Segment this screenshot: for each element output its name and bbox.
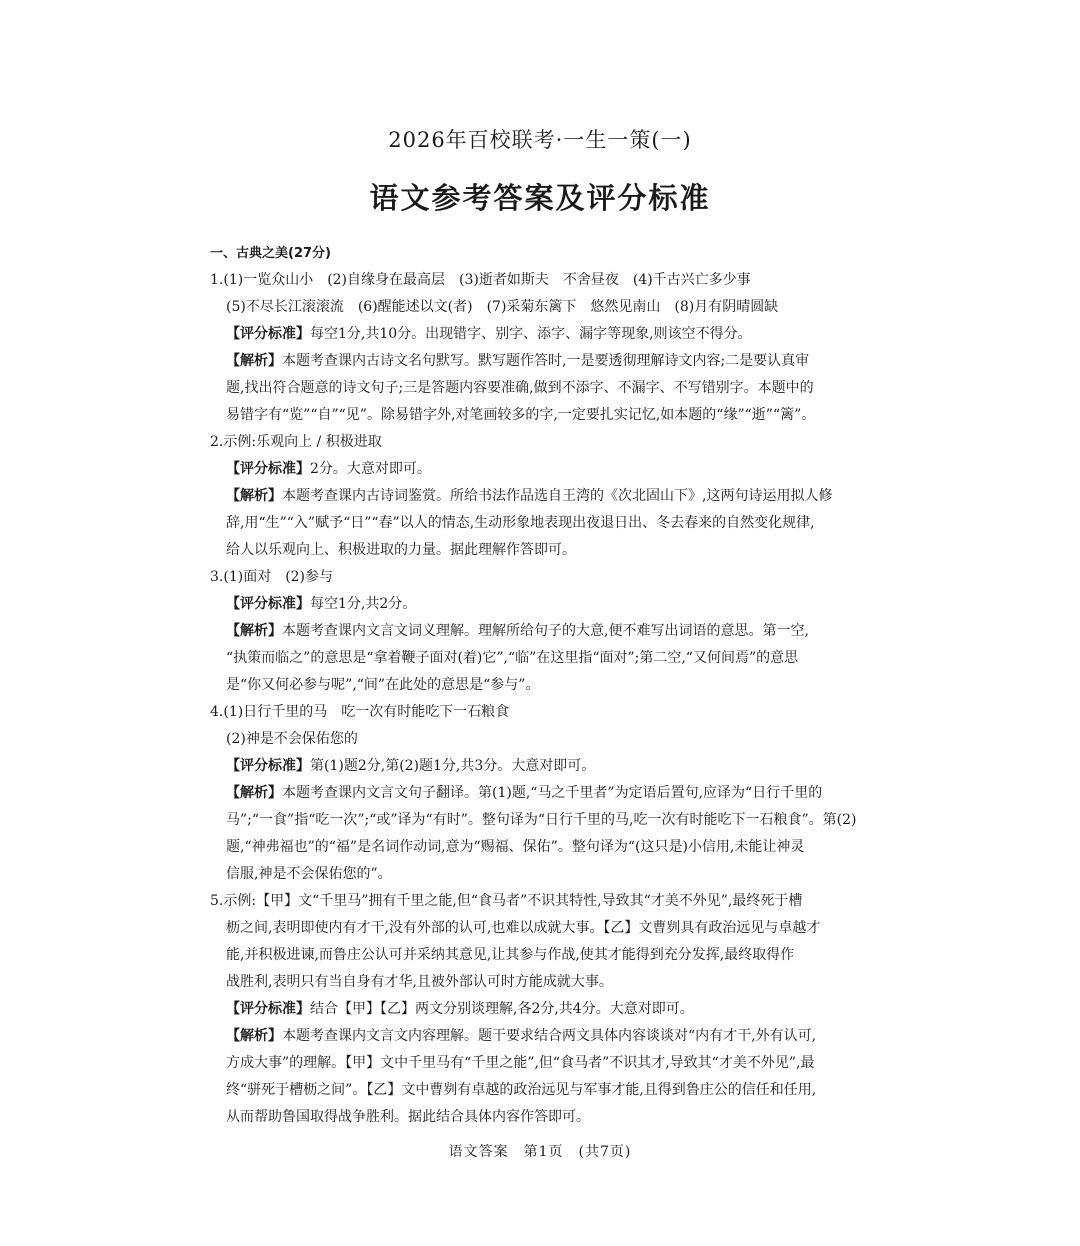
q5-answer-line-2: 枥之间,表明即使内有才干,没有外部的认可,也难以成就大事。【乙】文曹刿具有政治远见与卓越才 — [226, 920, 821, 936]
q1-criteria — [210, 321, 870, 348]
q5-answer-line-4: 战胜利,表明只有当自身有才华,且被外部认可时方能成就大事。 — [226, 974, 613, 990]
criteria-tag: 【评分标准】 — [226, 326, 310, 342]
q2-criteria-text: 2分。大意对即可。 — [310, 461, 431, 477]
criteria-tag: 【评分标准】 — [226, 461, 310, 477]
q1-analysis-line-2: 题,找出符合题意的诗文句子;三是答题内容要准确,做到不添字、不漏字、不写错别字。本题中的 — [226, 380, 814, 396]
q5-analysis — [210, 1023, 870, 1050]
q3-analysis-text-1: 本题考查课内文言文词义理解。理解所给句子的大意,便不难写出词语的意思。第一空, — [282, 623, 809, 639]
exam-title: 2026年百校联考·一生一策(一) — [388, 128, 692, 152]
q1-criteria-text: 每空1分,共10分。出现错字、别字、添字、漏字等现象,则该空不得分。 — [310, 326, 752, 342]
criteria-tag: 【评分标准】 — [226, 596, 310, 612]
q2-answer: 2.示例:乐观向上 / 积极进取 — [210, 434, 382, 450]
q2-criteria — [210, 456, 870, 483]
q4-criteria — [210, 753, 870, 780]
analysis-tag: 【解析】 — [226, 353, 282, 369]
q5-answer-line-3: 能,并积极进谏,而鲁庄公认可并采纳其意见,让其参与作战,使其才能得到充分发挥,最终取得作 — [226, 947, 795, 963]
q1-analysis — [210, 348, 870, 375]
q5-analysis-line-4: 从而帮助鲁国取得战争胜利。据此结合具体内容作答即可。 — [226, 1109, 590, 1125]
q4-criteria-text: 第(1)题2分,第(2)题1分,共3分。大意对即可。 — [310, 758, 596, 774]
q5-criteria-text: 结合【甲】【乙】两文分别谈理解,各2分,共4分。大意对即可。 — [310, 1001, 694, 1017]
q2-analysis — [210, 483, 870, 510]
criteria-tag: 【评分标准】 — [226, 758, 310, 774]
q1-answer-line-2: (5)不尽长江滚滚流 (6)醒能述以文(者) (7)采菊东篱下 悠然见南山 (8)月有阴晴圆缺 — [226, 299, 779, 315]
page-footer: 语文答案 第1页 (共7页) — [448, 1144, 632, 1160]
q5-answer-line-1: 5.示例:【甲】文“千里马”拥有千里之能,但“食马者”不识其特性,导致其“才美不外见”,最终死于槽 — [210, 893, 803, 909]
q4-answer-line-1: 4.(1)日行千里的马 吃一次有时能吃下一石粮食 — [210, 704, 510, 720]
q5-analysis-text-1: 本题考查课内文言文内容理解。题干要求结合两文具体内容谈谈对“内有才干,外有认可, — [282, 1028, 817, 1044]
analysis-tag: 【解析】 — [226, 1028, 282, 1044]
q4-analysis-line-4: 信服,神是不会保佑您的”。 — [226, 866, 392, 882]
q4-analysis — [210, 780, 870, 807]
q4-answer-line-2: (2)神是不会保佑您的 — [226, 731, 358, 747]
q5-criteria — [210, 996, 870, 1023]
q3-analysis-line-3: 是“你又何必参与呢”,“间”在此处的意思是“参与”。 — [226, 677, 540, 693]
q2-analysis-text-1: 本题考查课内古诗词鉴赏。所给书法作品选自王湾的《次北固山下》,这两句诗运用拟人修 — [282, 488, 833, 504]
q3-analysis — [210, 618, 870, 645]
q2-analysis-line-3: 给人以乐观向上、积极进取的力量。据此理解作答即可。 — [226, 542, 576, 558]
q1-answer-line-1: 1.(1)一览众山小 (2)自缘身在最高层 (3)逝者如斯夫 不舍昼夜 (4)千古兴亡多少事 — [210, 272, 751, 288]
section-heading: 一、古典之美(27分) — [210, 246, 331, 261]
q1-analysis-text-1: 本题考查课内古诗文名句默写。默写题作答时,一是要透彻理解诗文内容;二是要认真审 — [282, 353, 810, 369]
analysis-tag: 【解析】 — [226, 785, 282, 801]
q4-analysis-text-1: 本题考查课内文言文句子翻译。第(1)题,“马之千里者”为定语后置句,应译为“日行千里的 — [282, 785, 823, 801]
q5-analysis-line-3: 终“骈死于槽枥之间”。【乙】文中曹刿有卓越的政治远见与军事才能,且得到鲁庄公的信任和任用, — [226, 1082, 817, 1098]
document-title: 语文参考答案及评分标准 — [369, 181, 711, 215]
q2-analysis-line-2: 辞,用“生”“入”赋予“日”“春”以人的情态,生动形象地表现出夜退日出、冬去春来的自然变化规律, — [226, 515, 815, 531]
analysis-tag: 【解析】 — [226, 623, 282, 639]
q5-analysis-line-2: 方成大事”的理解。【甲】文中千里马有“千里之能”,但“食马者”不识其才,导致其“才美不外见”,最 — [226, 1055, 815, 1071]
analysis-tag: 【解析】 — [226, 488, 282, 504]
q3-criteria-text: 每空1分,共2分。 — [310, 596, 417, 612]
q3-answer: 3.(1)面对 (2)参与 — [210, 569, 334, 585]
q3-analysis-line-2: “执策而临之”的意思是“拿着鞭子面对(着)它”,“临”在这里指“面对”;第二空,“又何间焉”的意思 — [226, 650, 799, 666]
q4-analysis-line-3: 题,“神弗福也”的“福”是名词作动词,意为“赐福、保佑”。整句译为“(这只是)小信用,未能让神灵 — [226, 839, 805, 855]
answer-body — [210, 240, 870, 1131]
q1-analysis-line-3: 易错字有“览”“自”“见”。除易错字外,对笔画较多的字,一定要扎实记忆,如本题的“缘”“逝”“篱”。 — [226, 407, 816, 423]
criteria-tag: 【评分标准】 — [226, 1001, 310, 1017]
q3-criteria — [210, 591, 870, 618]
q4-analysis-line-2: 马”;“一食”指“吃一次”;“或”译为“有时”。整句译为“日行千里的马,吃一次有时能吃下一石粮食”。第(2) — [226, 812, 857, 828]
